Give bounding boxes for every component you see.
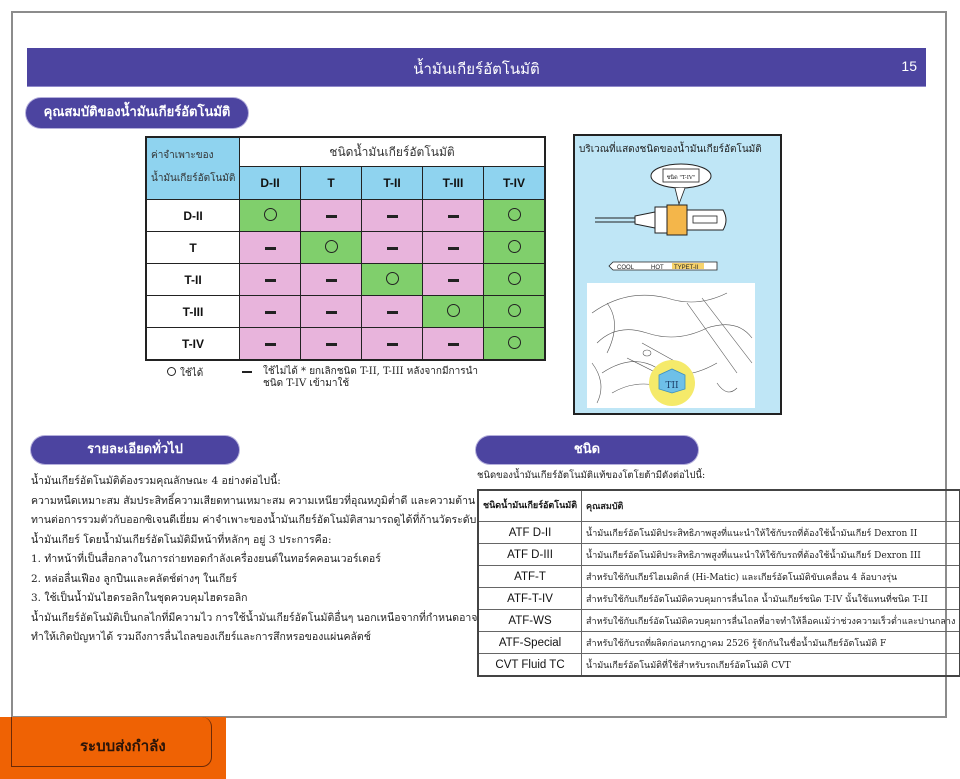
compat-cell-incompatible — [301, 296, 362, 328]
types-row — [478, 588, 960, 610]
compat-col-header: T-II — [362, 167, 423, 200]
type-name: ATF-T — [478, 566, 582, 588]
dash-icon — [265, 311, 276, 314]
type-description: น้ำมันเกียร์อัตโนมัติประสิทธิภาพสูงที่แนะนำให้ใช้กับรถที่ต้องใช้น้ำมันเกียร์ Dexron II — [582, 522, 960, 544]
engine-drawing — [587, 283, 755, 408]
type-name: ATF D-II — [478, 522, 582, 544]
general-text — [31, 472, 478, 648]
section-title-general: รายละเอียดทั่วไป — [31, 436, 239, 464]
dipstick-tag — [667, 205, 687, 235]
legend-footnote — [263, 366, 483, 390]
dipstick-illustration — [573, 134, 782, 415]
dash-icon — [265, 247, 276, 250]
compatibility-table — [145, 136, 546, 361]
general-text-line: ทานต่อการรวมตัวกับออกซิเจนดีเยี่ยม ค่าจำเพาะของน้ำมันเกียร์อัตโนมัติสามารถดูได้ที่ก้านวัดระดับ — [31, 514, 477, 526]
legend-no-label: ใช้ไม่ได้ — [263, 366, 298, 377]
general-text-line: น้ำมันเกียร์ โดยน้ำมันเกียร์อัตโนมัติมีหน้าที่หลักๆ อยู่ 3 ประการคือ: — [31, 533, 332, 546]
compat-col-header: T-III — [423, 167, 484, 200]
compat-row — [146, 264, 545, 296]
compat-cell-incompatible — [362, 328, 423, 361]
general-text-line: 1. ทำหน้าที่เป็นสื่อกลางในการถ่ายทอดกำลังเครื่องยนต์ในทอร์คคอนเวอร์เตอร์ — [31, 553, 381, 565]
compat-cell-compatible — [484, 232, 546, 264]
section-title-types: ชนิด — [476, 436, 698, 464]
gauge-cool: COOL — [617, 265, 635, 271]
type-description: น้ำมันเกียร์อัตโนมัติที่ใช้สำหรับรถเกียร์อัตโนมัติ CVT — [582, 654, 960, 677]
plug-label: TII — [665, 381, 679, 391]
compat-cell-compatible — [362, 264, 423, 296]
compat-cell-incompatible — [423, 328, 484, 361]
compat-cell-compatible — [484, 264, 546, 296]
handle-slot — [693, 216, 717, 223]
type-name: ATF D-III — [478, 544, 582, 566]
bubble-pointer — [675, 188, 685, 204]
dash-icon — [326, 311, 337, 314]
compat-cell-incompatible — [423, 200, 484, 232]
page-number: 15 — [901, 58, 917, 74]
circle-icon — [508, 240, 521, 253]
dash-icon — [265, 343, 276, 346]
compat-col-header: T-IV — [484, 167, 546, 200]
types-row — [478, 632, 960, 654]
compat-cell-incompatible — [423, 232, 484, 264]
circle-icon — [167, 367, 176, 376]
type-name: ATF-WS — [478, 610, 582, 632]
page-title: น้ำมันเกียร์อัตโนมัติ — [413, 60, 540, 78]
types-row — [478, 610, 960, 632]
compat-group-header: ชนิดน้ำมันเกียร์อัตโนมัติ — [240, 137, 546, 167]
compat-row — [146, 296, 545, 328]
page-header — [27, 48, 926, 87]
compat-row — [146, 200, 545, 232]
circle-icon — [264, 208, 277, 221]
dash-icon — [448, 247, 459, 250]
frame-bottom-line — [226, 716, 947, 718]
legend-ok — [167, 366, 203, 381]
compat-row — [146, 328, 545, 361]
section-title-properties: คุณสมบัติของน้ำมันเกียร์อัตโนมัติ — [26, 98, 248, 128]
types-row — [478, 654, 960, 677]
circle-icon — [508, 304, 521, 317]
dash-icon — [326, 279, 337, 282]
compat-row-header: T — [146, 232, 240, 264]
compat-row-header: T-III — [146, 296, 240, 328]
compat-cell-incompatible — [301, 328, 362, 361]
dash-icon — [326, 215, 337, 218]
type-description: น้ำมันเกียร์อัตโนมัติประสิทธิภาพสูงที่แนะนำให้ใช้กับรถที่ต้องใช้น้ำมันเกียร์ Dexron III — [582, 544, 960, 566]
general-text-line: น้ำมันเกียร์อัตโนมัติเป็นกลไกที่มีความไว การใช้น้ำมันเกียร์อัตโนมัติอื่นๆ นอกเหนือจากที่กำหนดอาจ — [31, 611, 478, 624]
type-description: สำหรับใช้กับรถที่ผลิตก่อนกรกฎาคม 2526 รู้จักกันในชื่อน้ำมันเกียร์อัตโนมัติ F — [582, 632, 960, 654]
type-name: ATF-T-IV — [478, 588, 582, 610]
dipstick-collar — [655, 207, 667, 233]
dash-icon — [387, 343, 398, 346]
compat-cell-incompatible — [362, 296, 423, 328]
circle-icon — [508, 336, 521, 349]
dash-icon — [448, 279, 459, 282]
types-col-props: คุณสมบัติ — [582, 490, 960, 522]
compat-cell-incompatible — [301, 264, 362, 296]
compat-cell-compatible — [240, 200, 301, 232]
compat-cell-incompatible — [362, 200, 423, 232]
compat-cell-incompatible — [240, 264, 301, 296]
compat-cell-incompatible — [362, 232, 423, 264]
dash-icon — [387, 311, 398, 314]
dash-icon — [387, 247, 398, 250]
circle-icon — [508, 208, 521, 221]
compat-cell-incompatible — [301, 200, 362, 232]
dash-icon — [387, 215, 398, 218]
gauge-type: TYPET-II — [674, 265, 699, 271]
type-name: CVT Fluid TC — [478, 654, 582, 677]
compat-cell-incompatible — [423, 264, 484, 296]
types-table — [477, 489, 960, 677]
legend-no — [242, 366, 256, 377]
type-name: ATF-Special — [478, 632, 582, 654]
compat-cell-incompatible — [240, 296, 301, 328]
dash-icon — [326, 343, 337, 346]
compat-cell-compatible — [484, 200, 546, 232]
dipstick-neck — [635, 212, 655, 228]
legend-ok-label: ใช้ได้ — [180, 368, 204, 379]
type-description: สำหรับใช้กับเกียร์อัตโนมัติควบคุมการลื่นไถลที่อาจทำให้ล็อคแม้ว่าช่วงความเร็วต่ำและปานกลาง — [582, 610, 960, 632]
compat-cell-incompatible — [240, 232, 301, 264]
dash-icon — [448, 215, 459, 218]
illustration-caption: บริเวณที่แสดงชนิดของน้ำมันเกียร์อัตโนมัติ — [579, 144, 762, 155]
footnote: * ยกเลิกชนิด T-II, T-III หลังจากมีการนำชนิด T-IV เข้ามาใช้ — [263, 366, 479, 389]
general-text-line: น้ำมันเกียร์อัตโนมัติต้องรวมคุณลักษณะ 4 อย่างต่อไปนี้: — [31, 475, 281, 487]
compat-cell-incompatible — [240, 328, 301, 361]
compat-row — [146, 232, 545, 264]
compat-corner-label: ค่าจำเพาะของน้ำมันเกียร์อัตโนมัติ — [146, 137, 240, 200]
compat-row-header: T-II — [146, 264, 240, 296]
general-text-line: ความหนืดเหมาะสม สัมประสิทธิ์ความเสียดทานเหมาะสม ความเหนียวที่อุณหภูมิต่ำดี และความต้าน — [31, 494, 476, 507]
dash-icon — [242, 371, 252, 373]
circle-icon — [386, 272, 399, 285]
engine-sketch — [587, 283, 755, 408]
circle-icon — [325, 240, 338, 253]
compat-col-header: T — [301, 167, 362, 200]
types-row — [478, 522, 960, 544]
circle-icon — [447, 304, 460, 317]
compat-cell-compatible — [301, 232, 362, 264]
general-text-line: ทำให้เกิดปัญหาได้ รวมถึงการลื่นไถลของเกียร์และการสึกหรอของแผ่นคลัตช์ — [31, 631, 371, 643]
chapter-tab-label: ระบบส่งกำลัง — [80, 737, 166, 755]
dash-icon — [265, 279, 276, 282]
types-row — [478, 566, 960, 588]
circle-icon — [508, 272, 521, 285]
compat-row-header: D-II — [146, 200, 240, 232]
compat-cell-compatible — [484, 328, 546, 361]
dash-icon — [448, 343, 459, 346]
compat-cell-compatible — [423, 296, 484, 328]
general-text-line: 3. ใช้เป็นน้ำมันไฮดรอลิกในชุดควบคุมไฮดรอลิก — [31, 592, 248, 604]
compat-col-header: D-II — [240, 167, 301, 200]
types-intro: ชนิดของน้ำมันเกียร์อัตโนมัติแท้ของโตโยต้ามีดังต่อไปนี้: — [477, 470, 706, 481]
general-text-line: 2. หล่อลื่นเฟือง ลูกปืนและคลัตช์ต่างๆ ในเกียร์ — [31, 572, 238, 585]
types-col-type: ชนิดน้ำมันเกียร์อัตโนมัติ — [478, 490, 582, 522]
type-description: สำหรับใช้กับเกียร์ไฮเมติกส์ (Hi-Matic) และเกียร์อัตโนมัติขับเคลื่อน 4 ล้อบางรุ่น — [582, 566, 960, 588]
bubble-text: ชนิด "T-IV" — [666, 175, 696, 181]
types-row — [478, 544, 960, 566]
gauge-hot: HOT — [651, 265, 664, 271]
type-description: สำหรับใช้กับเกียร์อัตโนมัติควบคุมการลื่นไถล น้ำมันเกียร์ชนิด T-IV นั้นใช้แทนที่ชนิด T-II — [582, 588, 960, 610]
compat-row-header: T-IV — [146, 328, 240, 361]
compat-cell-compatible — [484, 296, 546, 328]
